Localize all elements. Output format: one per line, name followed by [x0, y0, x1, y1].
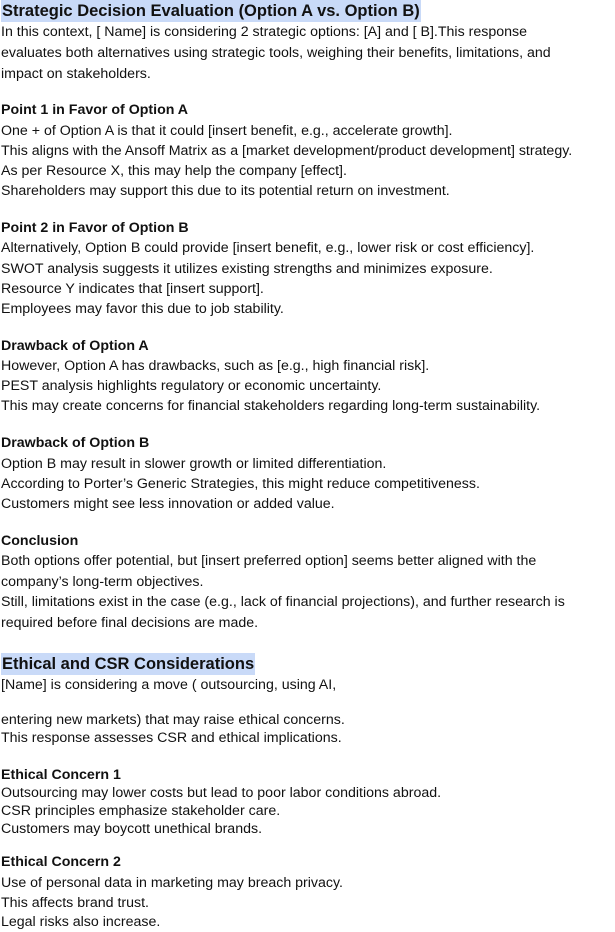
point-line: Shareholders may support this due to its potential return on investment.: [1, 183, 450, 199]
intro-line: In this context, [ Name] is considering 2 strategic options: [A] and [ B].This response: [1, 24, 527, 40]
point-line: PEST analysis highlights regulatory or economic uncertainty.: [1, 378, 382, 394]
intro-line: entering new markets) that may raise ethical concerns.: [1, 712, 345, 728]
section-title-ethical: Ethical and CSR Considerations: [2, 655, 255, 673]
point-line: SWOT analysis suggests it utilizes existing strengths and minimizes exposure.: [1, 261, 493, 277]
point-line: However, Option A has drawbacks, such as [e.g., high financial risk].: [1, 358, 430, 374]
intro-line: impact on stakeholders.: [1, 66, 151, 82]
point-line: This may create concerns for financial stakeholders regarding long-term sustainability.: [1, 398, 541, 414]
point-heading: Point 1 in Favor of Option A: [1, 102, 189, 118]
section-title-strategic: Strategic Decision Evaluation (Option A vs. Option B): [2, 2, 420, 20]
point-line: Customers may boycott unethical brands.: [1, 821, 263, 837]
conclusion-heading: Conclusion: [1, 533, 79, 549]
point-line: Resource Y indicates that [insert support].: [1, 281, 264, 297]
point-line: This aligns with the Ansoff Matrix as a [market development/product development] strategy.: [1, 143, 573, 159]
point-line: Customers might see less innovation or added value.: [1, 496, 335, 512]
point-line: One + of Option A is that it could [insert benefit, e.g., accelerate growth].: [1, 123, 453, 139]
point-line: Alternatively, Option B could provide [insert benefit, e.g., lower risk or cost efficiency].: [1, 240, 535, 256]
point-line: Outsourcing may lower costs but lead to poor labor conditions abroad.: [1, 785, 442, 801]
intro-line: [Name] is considering a move ( outsourcing, using AI,: [1, 677, 337, 693]
point-line: company’s long-term objectives.: [1, 574, 204, 590]
point-line: Both options offer potential, but [insert preferred option] seems better aligned with the: [1, 553, 537, 569]
point-line: As per Resource X, this may help the company [effect].: [1, 163, 347, 179]
point-line: Employees may favor this due to job stability.: [1, 301, 284, 317]
intro-line: evaluates both alternatives using strategic tools, weighing their benefits, limitations, and: [1, 45, 551, 61]
intro-line: This response assesses CSR and ethical implications.: [1, 730, 342, 746]
point-heading: Drawback of Option B: [1, 435, 150, 451]
point-line: Option B may result in slower growth or limited differentiation.: [1, 456, 387, 472]
point-line: This affects brand trust.: [1, 895, 149, 911]
point-line: required before final decisions are made.: [1, 615, 259, 631]
point-line: Use of personal data in marketing may breach privacy.: [1, 875, 343, 891]
point-heading: Drawback of Option A: [1, 338, 149, 354]
point-line: Legal risks also increase.: [1, 914, 161, 930]
point-line: CSR principles emphasize stakeholder care.: [1, 803, 281, 819]
point-line: According to Porter’s Generic Strategies, this might reduce competitiveness.: [1, 476, 480, 492]
point-heading: Ethical Concern 2: [1, 854, 121, 870]
point-line: Still, limitations exist in the case (e.g., lack of financial projections), and further research is: [1, 594, 565, 610]
point-heading: Ethical Concern 1: [1, 767, 121, 783]
point-heading: Point 2 in Favor of Option B: [1, 220, 189, 236]
